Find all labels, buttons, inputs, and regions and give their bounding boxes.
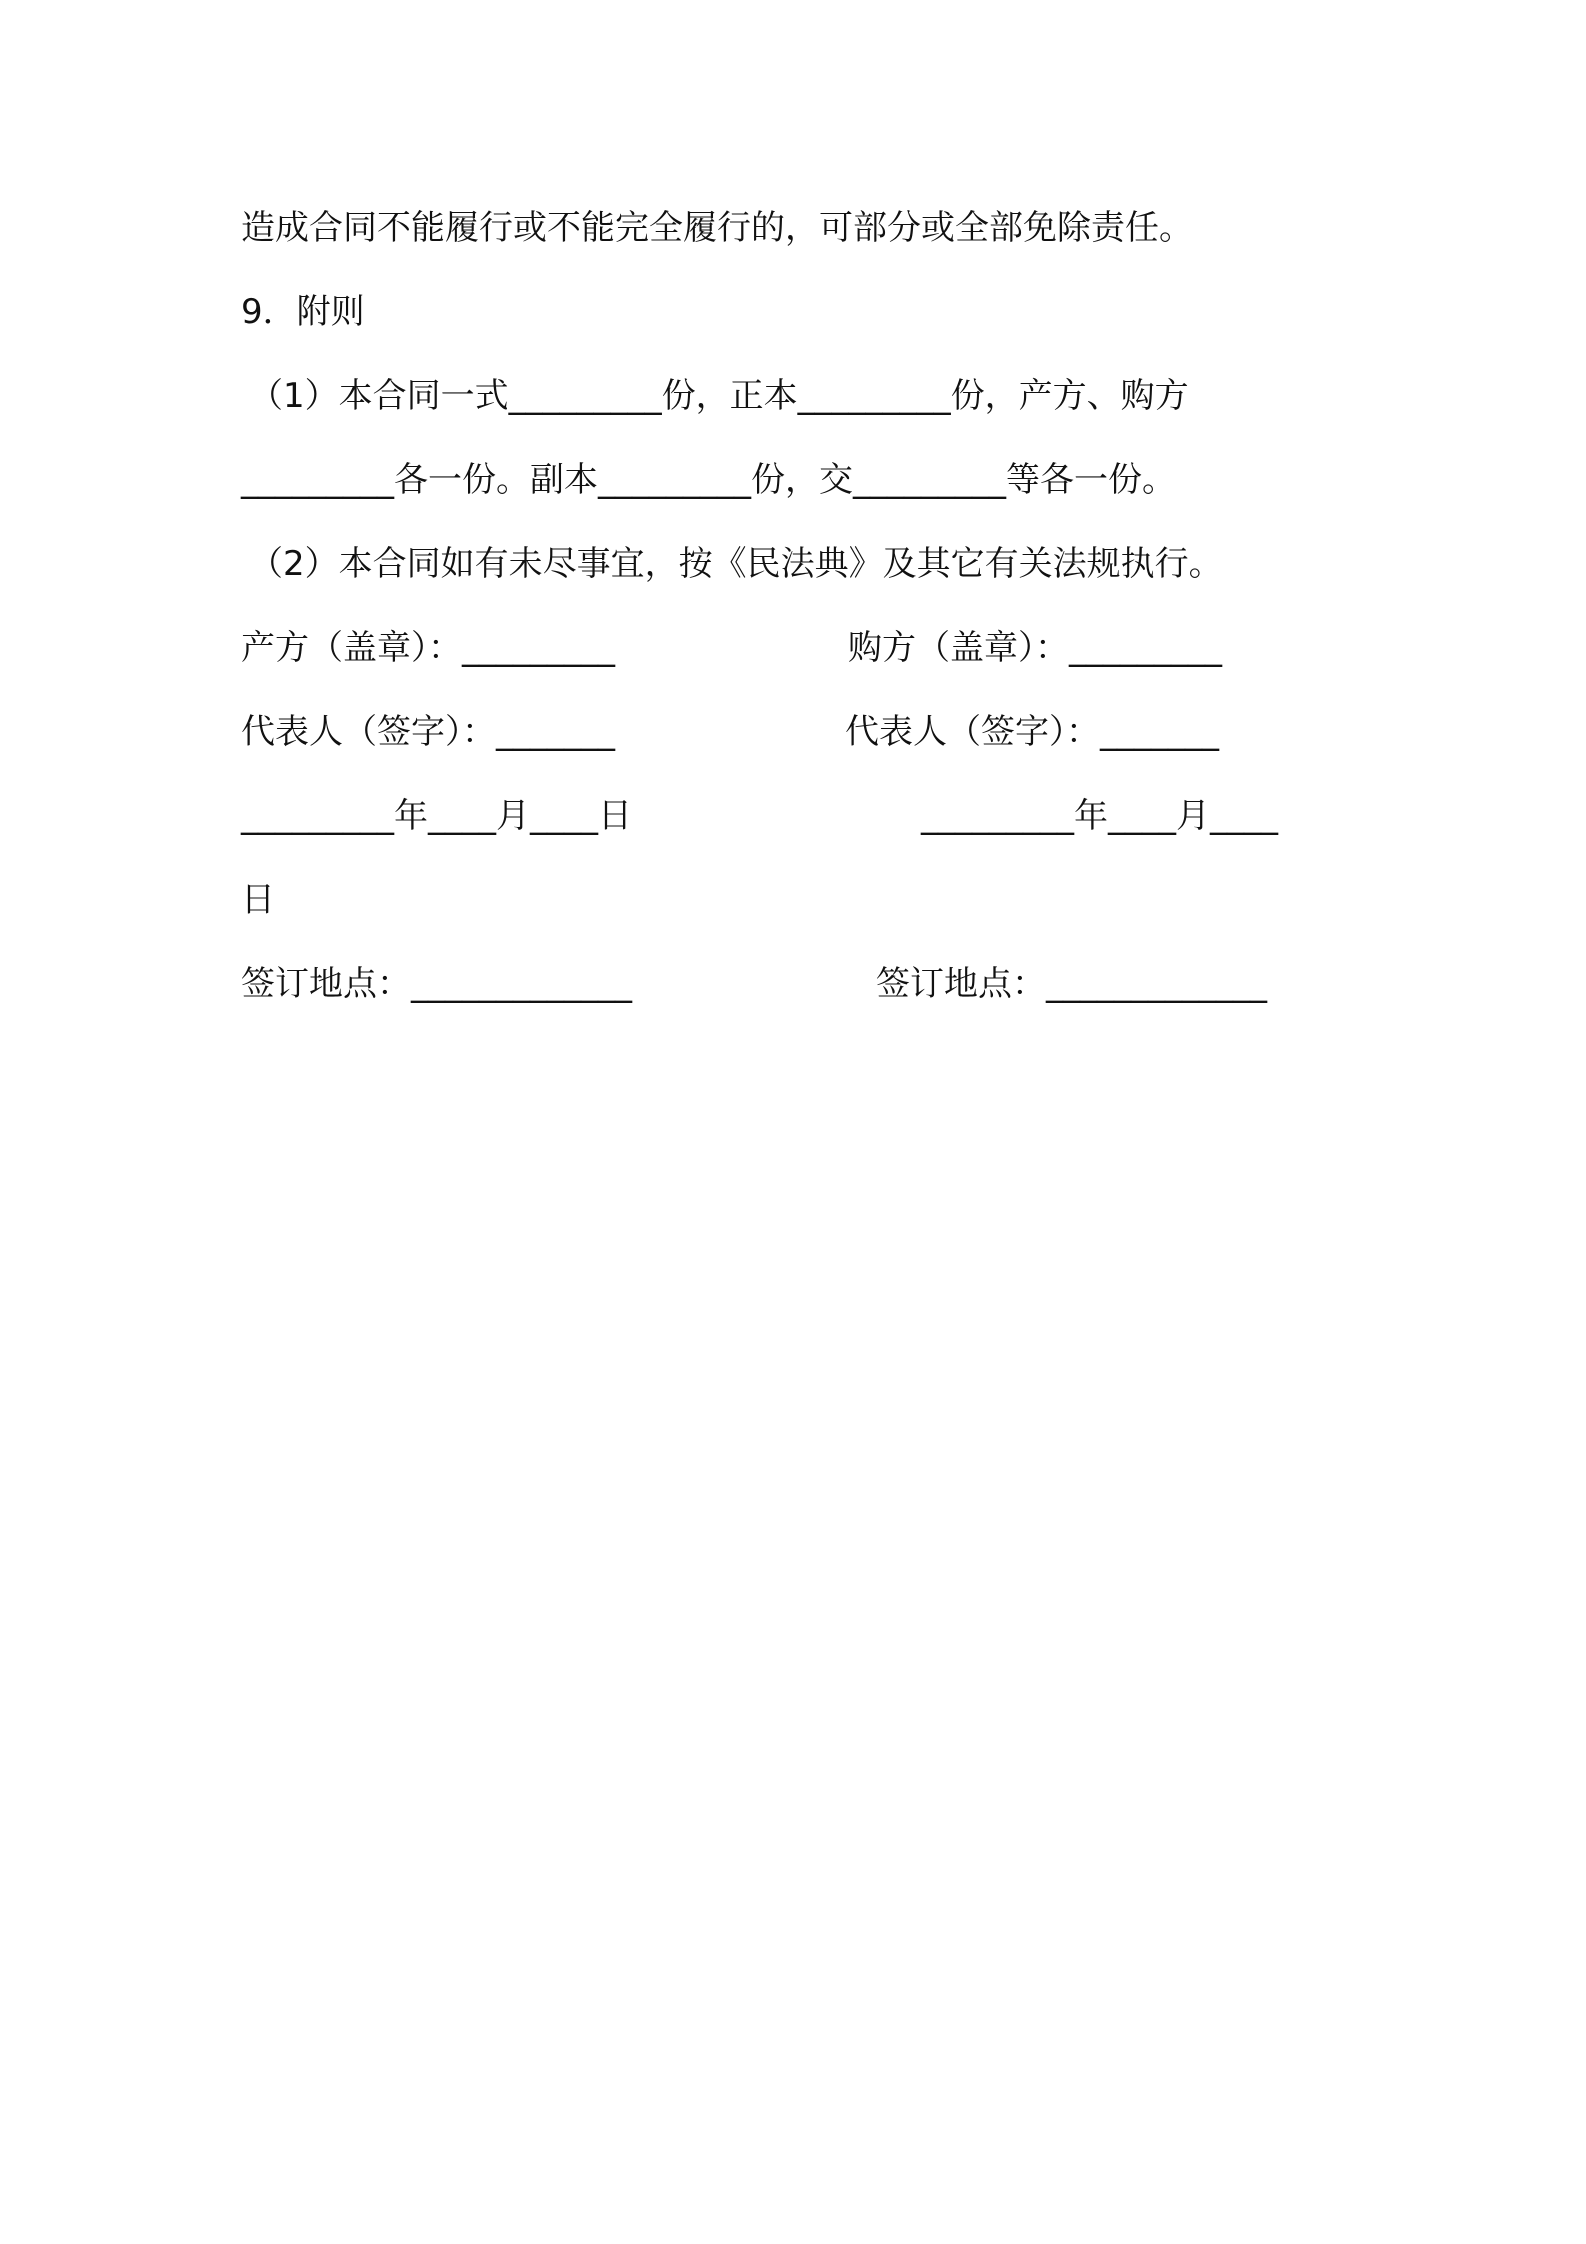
clause-1-line-1: （1）本合同一式_________份，正本_________份，产方、购方 [249,376,1189,416]
buyer-seal-line: 购方（盖章）：_________ [848,628,1222,668]
paragraph-tail: 造成合同不能履行或不能完全履行的，可部分或全部免除责任。 [241,208,1193,248]
buyer-representative-line: 代表人（签字）：_______ [845,712,1219,752]
clause-1-line-2: _________各一份。副本_________份，交_________等各一份。 [241,460,1176,500]
seller-date-line: _________年____月____日 [241,796,632,836]
buyer-place-line: 签订地点：_____________ [876,964,1267,1004]
seller-seal-line: 产方（盖章）：_________ [241,628,615,668]
buyer-date-wrap: 日 [241,880,275,920]
seller-place-line: 签订地点：_____________ [241,964,632,1004]
section-heading: 9．附则 [241,292,365,332]
clause-2: （2）本合同如有未尽事宜，按《民法典》及其它有关法规执行。 [249,544,1223,584]
seller-representative-line: 代表人（签字）：_______ [241,712,615,752]
buyer-date-line: _________年____月____ [921,796,1278,836]
